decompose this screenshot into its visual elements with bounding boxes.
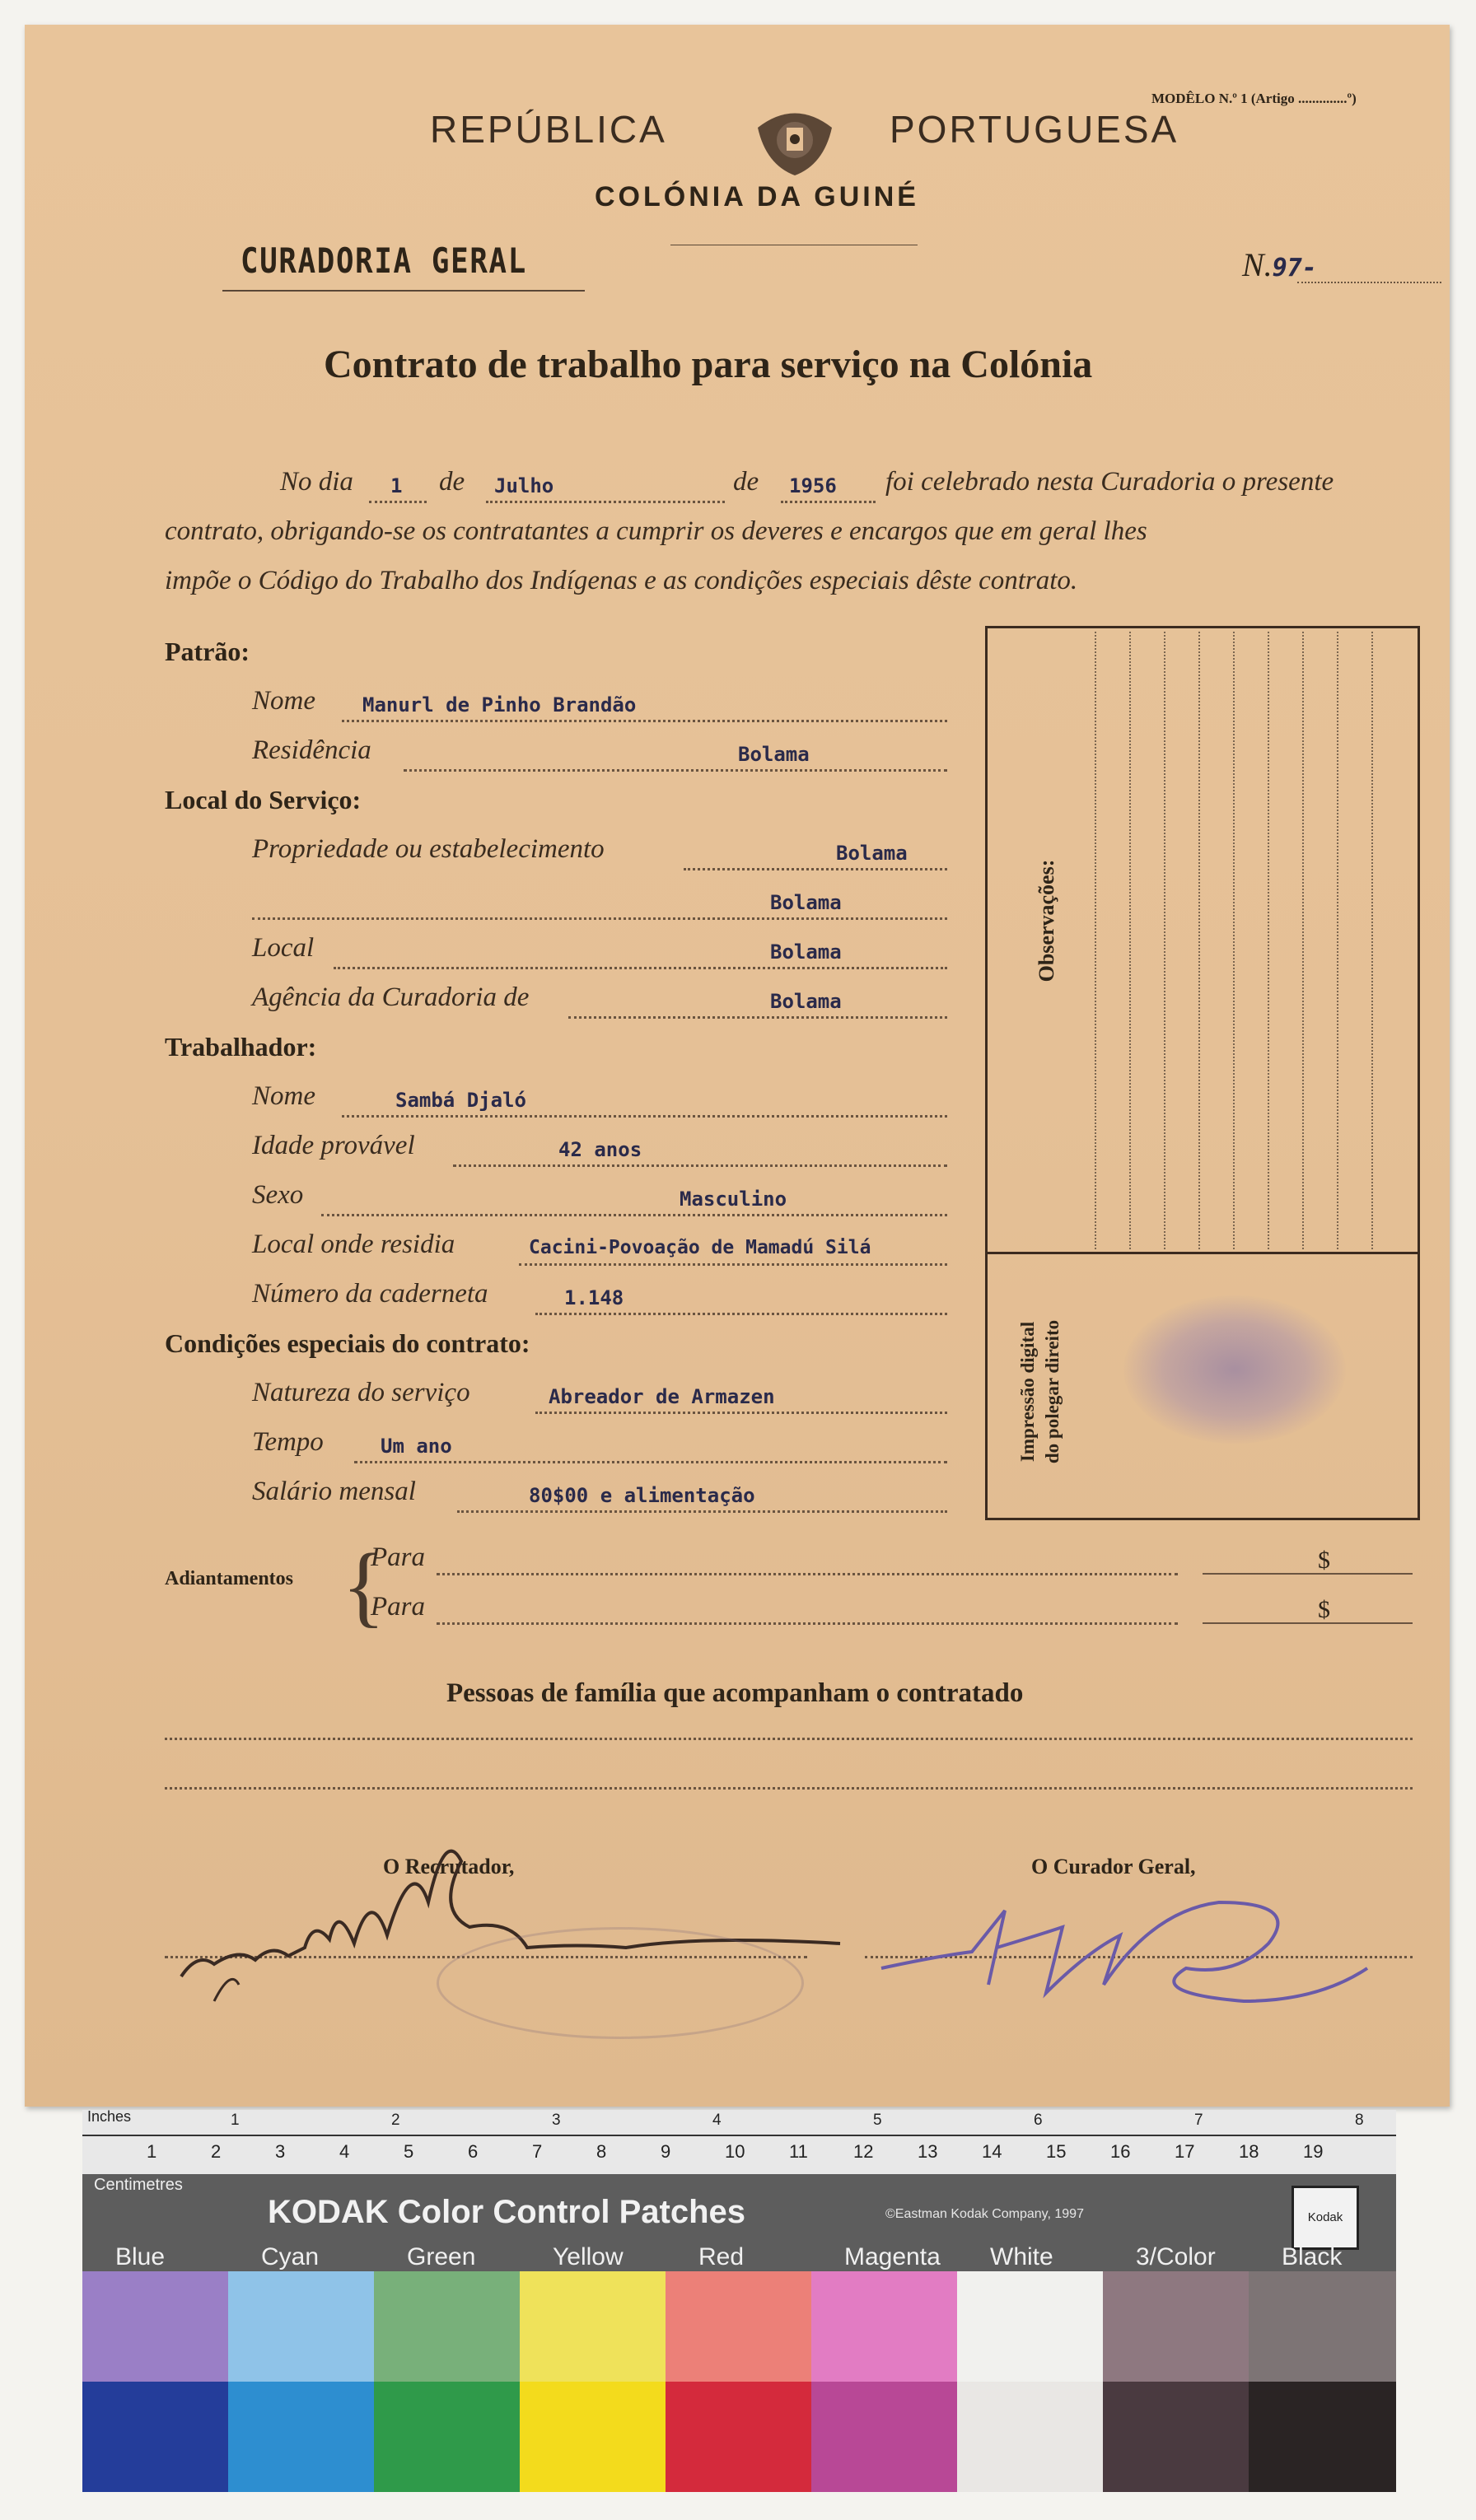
color-patch-bottom-1 xyxy=(228,2382,376,2492)
color-patch-top-8 xyxy=(1249,2271,1396,2382)
tempo-line xyxy=(354,1461,947,1463)
impressao-label-line-1: Impressão digital xyxy=(1017,1321,1038,1463)
patch-label-yellow: Yellow xyxy=(553,2243,624,2270)
observacoes-rule-4 xyxy=(1198,632,1200,1249)
curador-signature xyxy=(873,1878,1384,2030)
familia-line-1 xyxy=(165,1738,1413,1740)
adiantamento-amount-line-2 xyxy=(1203,1622,1413,1624)
trabalhador-heading: Trabalhador: xyxy=(165,1032,317,1062)
colony-name: COLÓNIA DA GUINÉ xyxy=(595,181,919,212)
ruler-inch-tick: 1 xyxy=(231,2112,240,2129)
thumbprint-image xyxy=(1123,1295,1346,1444)
office-underline xyxy=(222,290,585,292)
ruler-inch-tick: 5 xyxy=(873,2112,882,2129)
residia-line xyxy=(519,1263,947,1266)
ruler-inches-label: Inches xyxy=(87,2108,132,2125)
ruler-cm-tick: 7 xyxy=(532,2141,543,2162)
ruler-inch-tick: 4 xyxy=(712,2112,722,2129)
ruler-cm-tick: 2 xyxy=(211,2141,222,2162)
familia-line-2 xyxy=(165,1787,1413,1790)
observacoes-rule-6 xyxy=(1268,632,1269,1249)
intro-text-3: de xyxy=(733,467,759,497)
kodak-logo xyxy=(1292,2186,1359,2250)
contract-number xyxy=(1242,245,1317,284)
color-patch-bottom-2 xyxy=(374,2382,521,2492)
ruler-cm-tick: 16 xyxy=(1110,2141,1131,2162)
patrao-heading: Patrão: xyxy=(165,637,250,666)
ruler-cm-tick: 14 xyxy=(982,2141,1002,2162)
patrao-residencia-line xyxy=(404,769,947,772)
patch-label-3color: 3/Color xyxy=(1136,2243,1216,2270)
intro-day-line xyxy=(369,501,427,503)
observacoes-rule-3 xyxy=(1164,632,1165,1249)
patrao-residencia-label: Residência xyxy=(252,735,371,765)
ruler-cm-tick: 15 xyxy=(1046,2141,1067,2162)
model-number-note: MODÊLO N.º 1 (Artigo ..............º) xyxy=(1151,91,1357,106)
color-patch-top-7 xyxy=(1103,2271,1250,2382)
color-patch-bottom-3 xyxy=(520,2382,667,2492)
document-title: Contrato de trabalho para serviço na Colónia xyxy=(324,343,1093,386)
natureza-label: Natureza do serviço xyxy=(252,1378,470,1407)
local-line xyxy=(334,967,947,969)
color-patch-bottom-6 xyxy=(957,2382,1105,2492)
sexo-label: Sexo xyxy=(252,1180,304,1210)
observacoes-rule-9 xyxy=(1371,632,1373,1249)
adiantamento-line-1 xyxy=(437,1573,1178,1575)
adiantamento-currency-1: $ xyxy=(1318,1547,1330,1574)
patch-label-white: White xyxy=(990,2243,1053,2270)
trabalhador-nome-line xyxy=(342,1115,947,1118)
natureza-line xyxy=(535,1412,947,1414)
propriedade-label: Propriedade ou estabelecimento xyxy=(252,834,605,864)
patrao-nome-line xyxy=(342,720,947,722)
adiantamentos-label: Adiantamentos xyxy=(165,1568,294,1589)
intro-text-1: No dia xyxy=(280,467,353,497)
adiantamento-para-1: Para xyxy=(371,1542,425,1572)
patch-label-black: Black xyxy=(1282,2243,1343,2270)
patrao-nome-label: Nome xyxy=(252,686,315,716)
ruler-cm-tick: 1 xyxy=(147,2141,157,2162)
ruler-cm-tick: 17 xyxy=(1175,2141,1195,2162)
ruler-inch-tick: 6 xyxy=(1034,2112,1043,2129)
contract-number-line xyxy=(1297,282,1441,283)
idade-line xyxy=(453,1164,947,1167)
ruler-cm-tick: 4 xyxy=(339,2141,350,2162)
kodak-logo-text: Kodak xyxy=(1307,2210,1343,2224)
patch-label-green: Green xyxy=(407,2243,476,2270)
observacoes-label: Observações: xyxy=(1035,859,1058,982)
header-republic-right: PORTUGUESA xyxy=(890,108,1179,151)
color-patch-bottom-5 xyxy=(811,2382,959,2492)
ruler-inch-tick: 7 xyxy=(1194,2112,1203,2129)
intro-year: 1956 xyxy=(789,474,837,497)
ruler-scale xyxy=(82,2110,1396,2174)
curador-label: O Curador Geral, xyxy=(1031,1855,1196,1878)
observacoes-rule-1 xyxy=(1095,632,1096,1249)
ruler-cm-tick: 3 xyxy=(275,2141,286,2162)
office-title: CURADORIA GERAL xyxy=(241,240,527,281)
patrao-residencia-value: Bolama xyxy=(738,743,810,766)
caderneta-label: Número da caderneta xyxy=(252,1279,488,1309)
observacoes-box xyxy=(985,626,1420,1520)
ruler-centimetres-label: Centimetres xyxy=(94,2176,183,2194)
propriedade-extra-value: Bolama xyxy=(770,891,842,914)
intro-month: Julho xyxy=(494,474,554,497)
idade-value: 42 anos xyxy=(558,1138,642,1161)
intro-line-3: impõe o Código do Trabalho dos Indígenas e as condições especiais dêste contrato. xyxy=(165,566,1078,595)
natureza-value: Abreador de Armazen xyxy=(549,1385,775,1408)
impressao-label-line-2: do polegar direito xyxy=(1042,1319,1063,1464)
color-patch-top-6 xyxy=(957,2271,1105,2382)
official-stamp xyxy=(437,1927,804,2039)
kodak-color-control-strip xyxy=(82,2110,1396,2489)
impressao-label xyxy=(1016,1268,1065,1515)
observacoes-rule-2 xyxy=(1129,632,1131,1249)
intro-day: 1 xyxy=(390,474,403,497)
propriedade-line xyxy=(684,868,947,870)
contract-number-prefix: N. xyxy=(1242,246,1273,283)
trabalhador-nome-label: Nome xyxy=(252,1081,315,1111)
color-patch-top-3 xyxy=(520,2271,667,2382)
adiantamento-currency-2: $ xyxy=(1318,1596,1330,1623)
contract-number-value: 97- xyxy=(1272,254,1317,282)
adiantamento-amount-line-1 xyxy=(1203,1573,1413,1575)
condicoes-heading: Condições especiais do contrato: xyxy=(165,1328,530,1358)
residia-value: Cacini-Povoação de Mamadú Silá xyxy=(529,1237,871,1258)
color-patch-top-5 xyxy=(811,2271,959,2382)
agencia-value: Bolama xyxy=(770,990,842,1013)
color-patch-top-2 xyxy=(374,2271,521,2382)
kodak-strip-title: KODAK Color Control Patches xyxy=(268,2194,746,2230)
color-patch-bottom-8 xyxy=(1249,2382,1396,2492)
observacoes-rule-5 xyxy=(1233,632,1235,1249)
adiantamentos-brace: { xyxy=(342,1535,385,1636)
ruler-cm-tick: 13 xyxy=(918,2141,938,2162)
observacoes-rule-7 xyxy=(1302,632,1304,1249)
propriedade-value: Bolama xyxy=(836,842,908,865)
color-patch-bottom-7 xyxy=(1103,2382,1250,2492)
ruler-cm-tick: 10 xyxy=(725,2141,745,2162)
coat-of-arms-emblem xyxy=(750,103,840,181)
patch-label-red: Red xyxy=(698,2243,745,2270)
tempo-value: Um ano xyxy=(381,1435,452,1458)
ruler-cm-tick: 11 xyxy=(789,2141,808,2162)
trabalhador-nome-value: Sambá Djaló xyxy=(395,1089,526,1112)
idade-label: Idade provável xyxy=(252,1131,415,1160)
salario-label: Salário mensal xyxy=(252,1477,416,1506)
patch-label-blue: Blue xyxy=(115,2243,166,2270)
color-patch-top-4 xyxy=(666,2271,813,2382)
local-label: Local xyxy=(252,933,315,963)
contract-document xyxy=(25,25,1450,2107)
ruler-inch-tick: 8 xyxy=(1355,2112,1364,2129)
ruler-cm-tick: 8 xyxy=(596,2141,607,2162)
ruler-cm-tick: 6 xyxy=(468,2141,479,2162)
local-value: Bolama xyxy=(770,940,842,964)
ruler-cm-tick: 5 xyxy=(404,2141,414,2162)
header-republic-left: REPÚBLICA xyxy=(430,108,667,151)
intro-text-2: de xyxy=(439,467,465,497)
salario-line xyxy=(457,1510,947,1513)
color-patch-top-0 xyxy=(82,2271,230,2382)
ruler-cm-tick: 18 xyxy=(1239,2141,1259,2162)
kodak-copyright: ©Eastman Kodak Company, 1997 xyxy=(885,2207,1084,2221)
caderneta-line xyxy=(535,1313,947,1315)
color-patch-bottom-0 xyxy=(82,2382,230,2492)
ruler-cm-tick: 9 xyxy=(661,2141,671,2162)
patch-label-cyan: Cyan xyxy=(261,2243,320,2270)
intro-month-line xyxy=(486,501,725,503)
observacoes-rule-8 xyxy=(1337,632,1338,1249)
sexo-line xyxy=(321,1214,947,1216)
salario-value: 80$00 e alimentação xyxy=(529,1484,755,1507)
ruler-midline xyxy=(82,2135,1396,2136)
residia-label: Local onde residia xyxy=(252,1230,455,1259)
adiantamento-line-2 xyxy=(437,1622,1178,1625)
recrutador-label: O Recrutador, xyxy=(383,1855,515,1878)
patrao-nome-value: Manurl de Pinho Brandão xyxy=(362,693,637,716)
color-patch-top-1 xyxy=(228,2271,376,2382)
thumbprint-divider xyxy=(988,1252,1418,1254)
ruler-inch-tick: 3 xyxy=(552,2112,561,2129)
ruler-cm-tick: 19 xyxy=(1303,2141,1324,2162)
intro-line-2: contrato, obrigando-se os contratantes a cumprir os deveres e encargos que em geral lhes xyxy=(165,516,1147,546)
agencia-line xyxy=(568,1016,947,1019)
ruler-cm-tick: 12 xyxy=(853,2141,874,2162)
intro-year-line xyxy=(781,501,876,503)
agencia-label: Agência da Curadoria de xyxy=(252,982,530,1012)
familia-heading: Pessoas de família que acompanham o contratado xyxy=(446,1678,1024,1708)
caderneta-value: 1.148 xyxy=(564,1286,624,1309)
color-patch-bottom-4 xyxy=(666,2382,813,2492)
tempo-label: Tempo xyxy=(252,1427,324,1457)
local-servico-heading: Local do Serviço: xyxy=(165,785,362,814)
patch-label-magenta: Magenta xyxy=(844,2243,941,2270)
ruler-inch-tick: 2 xyxy=(391,2112,400,2129)
sexo-value: Masculino xyxy=(680,1188,787,1211)
intro-text-4: foi celebrado nesta Curadoria o presente xyxy=(885,467,1334,497)
propriedade-extra-line xyxy=(252,917,947,920)
adiantamento-para-2: Para xyxy=(371,1592,425,1622)
